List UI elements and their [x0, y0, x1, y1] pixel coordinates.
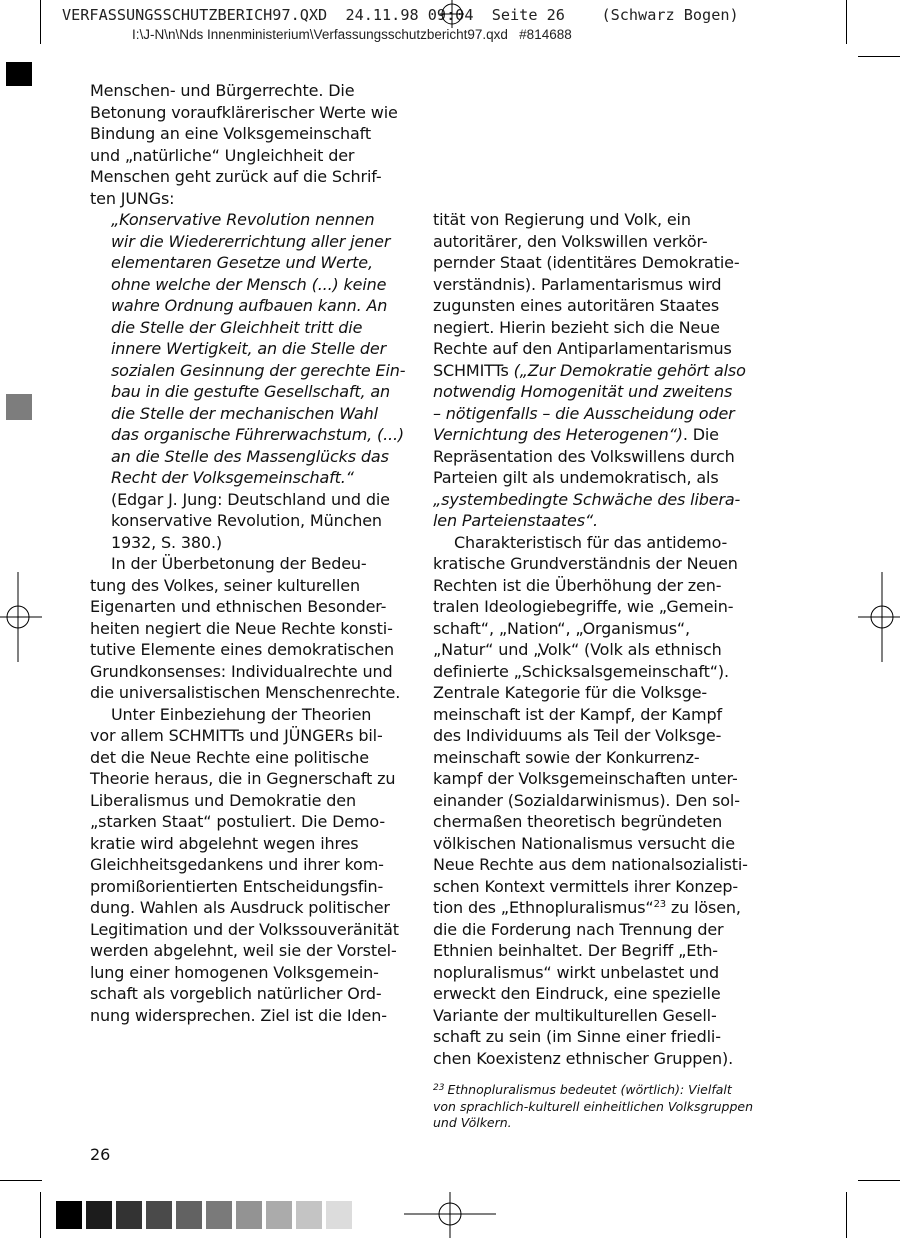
registration-crosshair-icon	[858, 572, 900, 662]
text-line: Variante der multikulturellen Gesell-	[433, 1005, 717, 1025]
trim-line	[40, 0, 41, 44]
quote-line: Recht der Volksgemeinschaft.“	[111, 468, 354, 487]
text-line: Charakteristisch für das antidemo-	[454, 532, 728, 552]
quote-line: bau in die gestufte Gesellschaft, an	[111, 382, 390, 401]
gray-swatch	[176, 1201, 202, 1229]
trim-line	[846, 0, 847, 44]
text-line: heiten negiert die Neue Rechte konsti-	[90, 618, 393, 638]
text-line: Rechte auf den Antiparlamentarismus	[433, 339, 732, 358]
text-line: Unter Einbeziehung der Theorien	[111, 704, 372, 724]
text-line: chermaßen theoretisch begründeten	[433, 812, 723, 831]
gray-swatch	[296, 1201, 322, 1229]
quote-span: notwendig Homogenität und zweitens	[433, 382, 733, 401]
text-line	[433, 897, 743, 919]
paragraph	[433, 532, 748, 1070]
page-number: 26	[90, 1145, 111, 1164]
gray-swatch	[56, 1201, 82, 1229]
registration-crosshair-icon	[404, 1192, 496, 1238]
text-line: Menschen- und Bürgerrechte. Die	[90, 81, 355, 100]
text-line: meinschaft ist der Kampf, der Kampf	[433, 704, 722, 724]
footnote	[433, 1080, 763, 1132]
quote-line: sozialen Gesinnung der gerechte Ein-	[111, 360, 406, 380]
gray-swatch	[146, 1201, 172, 1229]
text-line: Eigenarten und ethnischen Besonder-	[90, 597, 387, 616]
text-line: „Natur“ und „Volk“ (Volk als ethnisch	[433, 640, 722, 659]
quote-line: wir die Wiedererrichtung aller jener	[111, 231, 391, 251]
quote-source-line: 1932, S. 380.)	[111, 532, 222, 552]
footnote-line: von sprachlich-kulturell einheitlichen Volksgruppen	[433, 1098, 754, 1114]
text-line: vor allem SCHMITTs und JÜNGERs bil-	[90, 726, 383, 745]
text-line: die universalistischen Menschenrechte.	[90, 683, 401, 702]
quote-line: ohne welche der Mensch (...) keine	[111, 274, 387, 294]
text-line: die die Forderung nach Trennung der	[433, 919, 724, 939]
registration-crosshair-icon	[0, 572, 42, 662]
gray-block-mid	[6, 394, 32, 420]
quote-span: „systembedingte Schwäche des libera-	[433, 489, 741, 509]
text-line: völkischen Nationalismus versucht die	[433, 833, 735, 853]
text-line: meinschaft sowie der Konkurrenz-	[433, 747, 700, 767]
text-line: und „natürliche“ Ungleichheit der	[90, 145, 355, 165]
text-line: tutive Elemente eines demokratischen	[90, 640, 394, 659]
gray-swatch	[266, 1201, 292, 1229]
paragraph	[433, 209, 746, 532]
paragraph	[90, 704, 400, 1027]
text-line: Zentrale Kategorie für die Volksge-	[433, 683, 708, 702]
text-line: Gleichheitsgedankens und ihrer kom-	[90, 855, 384, 874]
gray-swatch	[116, 1201, 142, 1229]
text-line: des Individuums als Teil der Volksge-	[433, 726, 722, 745]
text-line: dung. Wahlen als Ausdruck politischer	[90, 898, 390, 917]
text-line: In der Überbetonung der Bedeu-	[111, 554, 367, 573]
text-line: Ethnien beinhaltet. Der Begriff „Eth-	[433, 941, 718, 960]
text-line: Bindung an eine Volksgemeinschaft	[90, 124, 371, 143]
quote-line: wahre Ordnung aufbauen kann. An	[111, 296, 388, 315]
quote-source-line: (Edgar J. Jung: Deutschland und die	[111, 489, 390, 509]
text-line	[433, 381, 743, 403]
quote-source-line: konservative Revolution, München	[111, 511, 382, 530]
text-line: definierte „Schicksalsgemeinschaft“).	[433, 661, 729, 681]
registration-crosshair-icon	[440, 0, 464, 28]
text-line: einander (Sozialdarwinismus). Den sol-	[433, 790, 740, 810]
footnote-number: 23	[433, 1083, 445, 1093]
text-line: ten JUNGs:	[90, 188, 175, 208]
text-line	[433, 424, 743, 446]
text-line: Betonung voraufklärerischer Werte wie	[90, 102, 398, 122]
text-span: . Die	[682, 425, 719, 444]
text-line: erweckt den Eindruck, eine spezielle	[433, 984, 721, 1003]
quote-span: Vernichtung des Heterogenen“)	[433, 425, 683, 444]
text-line	[433, 510, 743, 532]
text-line: pernder Staat (identitäres Demokratie-	[433, 253, 740, 272]
text-span: Ethnopluralismus bedeutet (wörtlich): Vielfalt	[447, 1082, 732, 1097]
text-line: nopluralismus“ wirkt unbelastet und	[433, 962, 719, 982]
text-line	[433, 403, 743, 425]
text-line: verständnis). Parlamentarismus wird	[433, 274, 722, 294]
text-line: Grundkonsenses: Individualrechte und	[90, 661, 393, 681]
text-line: „starken Staat“ postuliert. Die Demo-	[90, 812, 385, 831]
footnote-reference[interactable]: 23	[653, 899, 666, 910]
color-control-bar	[56, 1201, 356, 1229]
quote-span: len Parteienstaates“.	[433, 511, 598, 530]
print-slug-line: VERFASSUNGSSCHUTZBERICH97.QXD 24.11.98 09:04 Seite 26 (Schwarz Bogen)	[62, 6, 739, 24]
text-line: Theorie heraus, die in Gegnerschaft zu	[90, 769, 396, 788]
text-line: Repräsentation des Volkswillens durch	[433, 446, 735, 466]
left-column	[90, 80, 406, 1026]
text-line: Rechten ist die Überhöhung der zen-	[433, 575, 722, 595]
text-line: schaft als vorgeblich natürlicher Ord-	[90, 984, 382, 1003]
right-column	[433, 209, 748, 1069]
text-line: zugunsten eines autoritären Staates	[433, 296, 720, 315]
text-line: schaft“, „Nation“, „Organismus“,	[433, 618, 690, 638]
text-line: schen Kontext vermittels ihrer Konzep-	[433, 876, 738, 896]
text-line: tung des Volkes, seiner kulturellen	[90, 575, 360, 595]
text-span: SCHMITTs	[433, 360, 514, 380]
quote-line: „Konservative Revolution nennen	[111, 210, 375, 229]
quote-line: das organische Führerwachstum, (...)	[111, 425, 405, 444]
trim-line	[0, 1180, 42, 1181]
text-line: det die Neue Rechte eine politische	[90, 747, 369, 767]
text-line: kratische Grundverständnis der Neuen	[433, 554, 738, 573]
trim-line	[858, 1180, 900, 1181]
text-line: Liberalismus und Demokratie den	[90, 790, 356, 810]
quote-span: – nötigenfalls – die Ausscheidung oder	[433, 403, 735, 423]
text-line: kampf der Volksgemeinschaften unter-	[433, 769, 738, 788]
text-span: tion des „Ethnopluralismus“	[433, 898, 654, 917]
registration-block-top	[6, 62, 32, 86]
paragraph	[90, 553, 400, 704]
text-line: werden abgelehnt, weil sie der Vorstel-	[90, 941, 397, 960]
file-path-line: I:\J-N\n\Nds Innenministerium\Verfassungsschutzbericht97.qxd #814688	[132, 27, 572, 42]
intro-paragraph	[90, 80, 400, 209]
text-line: promißorientierten Entscheidungsfin-	[90, 876, 384, 896]
text-line: nung widersprechen. Ziel ist die Iden-	[90, 1005, 387, 1025]
gray-swatch	[236, 1201, 262, 1229]
text-line: tität von Regierung und Volk, ein	[433, 210, 691, 229]
text-line: schaft zu sein (im Sinne einer friedli-	[433, 1027, 721, 1046]
text-line: Legitimation und der Volkssouveränität	[90, 919, 399, 939]
text-line	[433, 360, 746, 382]
quote-span: („Zur Demokratie gehört also	[513, 360, 746, 380]
trim-line	[846, 1192, 847, 1238]
quote-line: die Stelle der mechanischen Wahl	[111, 403, 378, 423]
text-line: kratie wird abgelehnt wegen ihres	[90, 833, 359, 853]
text-span: zu lösen,	[666, 898, 741, 917]
text-line: lung einer homogenen Volksgemein-	[90, 962, 379, 982]
gray-swatch	[326, 1201, 352, 1229]
quote-line: innere Wertigkeit, an die Stelle der	[111, 339, 387, 358]
text-line	[433, 489, 743, 511]
text-line: Parteien gilt als undemokratisch, als	[433, 468, 719, 487]
text-line: Menschen geht zurück auf die Schrif-	[90, 167, 382, 186]
quote-line: elementaren Gesetze und Werte,	[111, 253, 373, 272]
text-line: Neue Rechte aus dem nationalsozialisti-	[433, 855, 748, 874]
text-line: autoritärer, den Volkswillen verkör-	[433, 231, 708, 251]
trim-line	[858, 56, 900, 57]
text-line: chen Koexistenz ethnischer Gruppen).	[433, 1048, 734, 1068]
gray-swatch	[206, 1201, 232, 1229]
quote-line: die Stelle der Gleichheit tritt die	[111, 317, 363, 337]
block-quote	[90, 209, 406, 553]
quote-line: an die Stelle des Massenglücks das	[111, 446, 389, 466]
footnote-line	[433, 1080, 763, 1099]
text-line: negiert. Hierin bezieht sich die Neue	[433, 317, 720, 337]
trim-line	[40, 1192, 41, 1238]
gray-swatch	[86, 1201, 112, 1229]
footnote-line: und Völkern.	[433, 1115, 512, 1130]
text-line: tralen Ideologiebegriffe, wie „Gemein-	[433, 597, 734, 616]
